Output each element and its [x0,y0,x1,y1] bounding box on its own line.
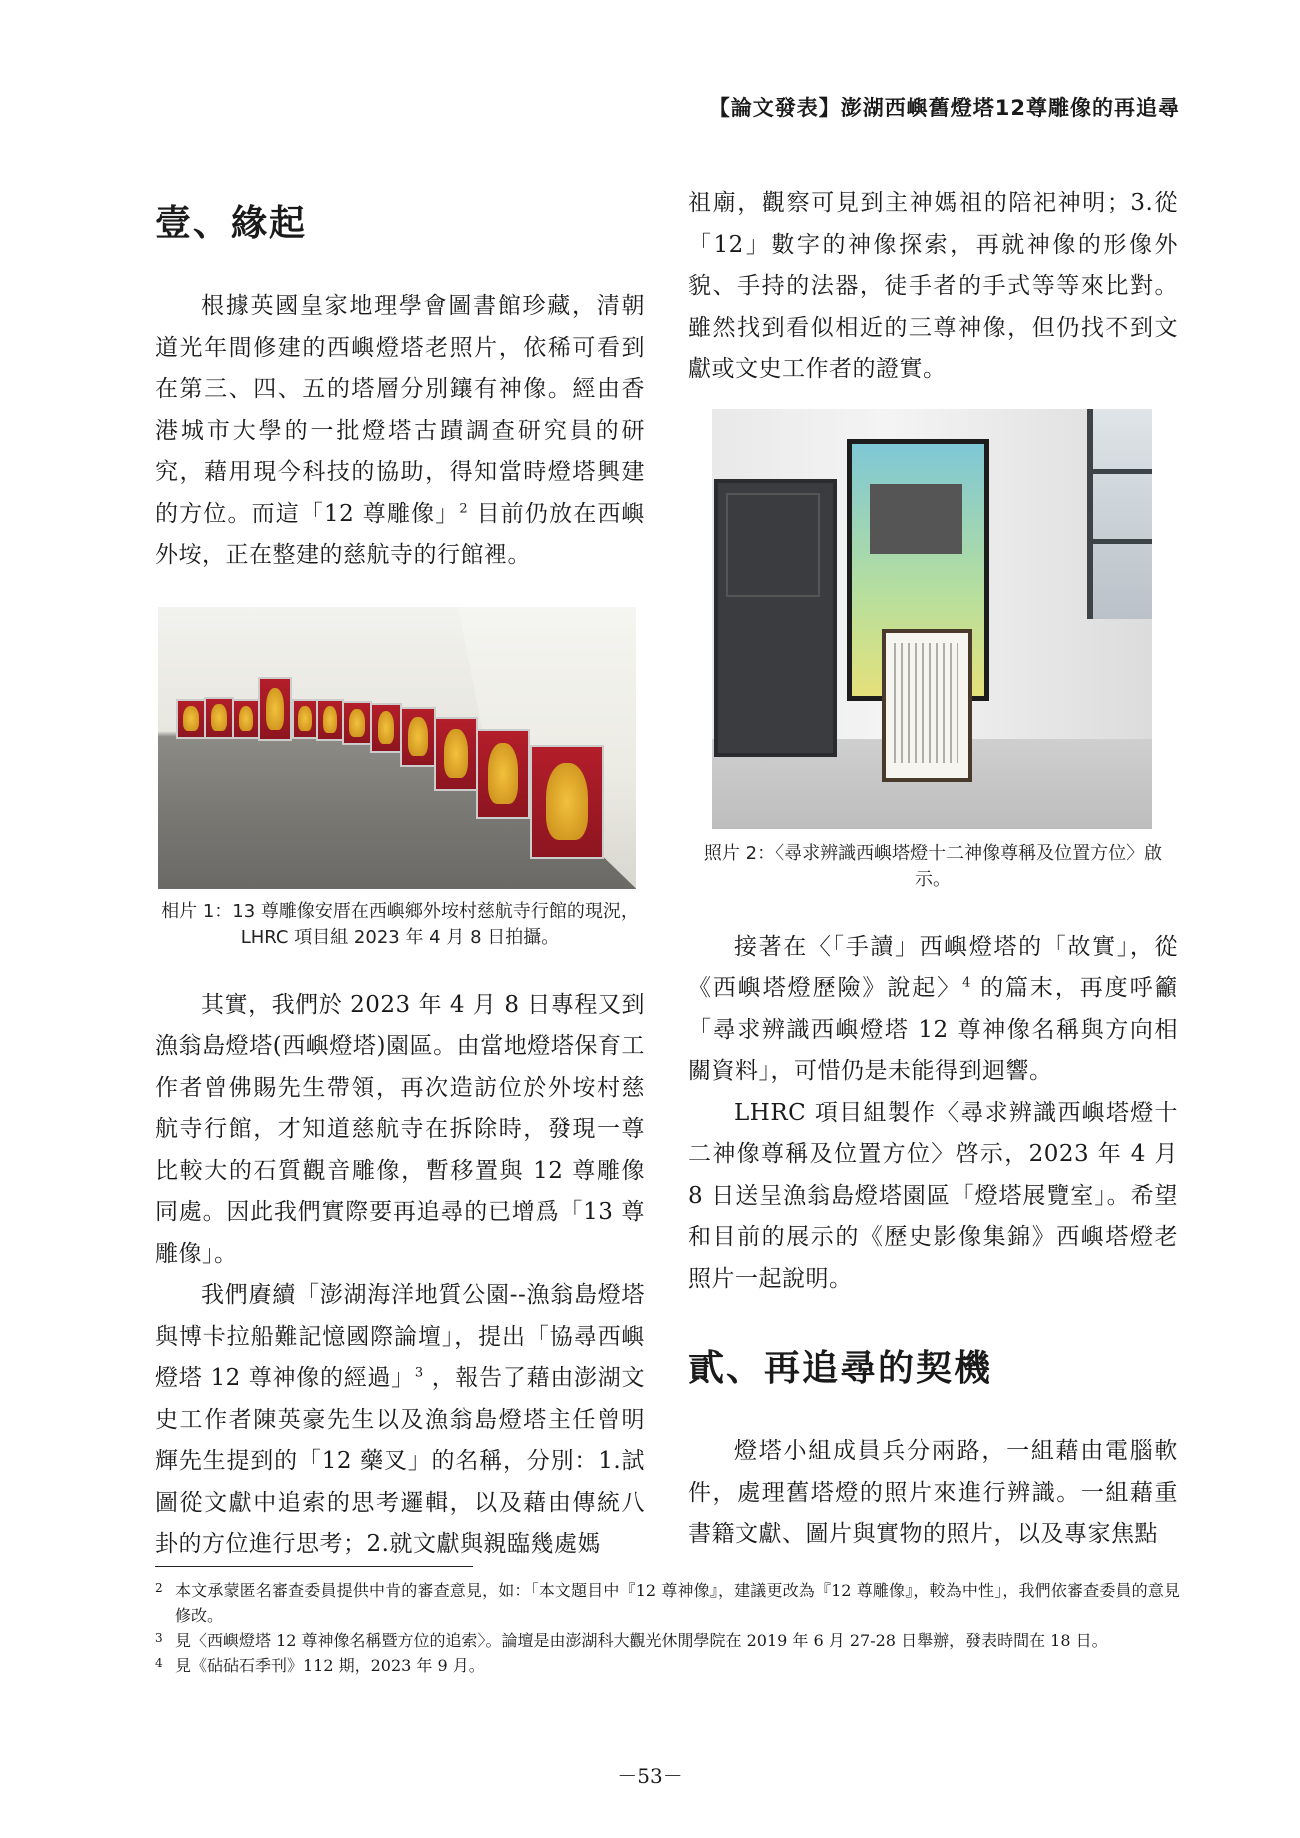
photo-statues-in-hall [158,607,636,889]
section-title-origin: 壹、緣起 [155,202,308,244]
photo2-caption: 照片 2：〈尋求辨識西嶼塔燈十二神像尊稱及位置方位〉啟示。 [703,842,1163,890]
paragraph-origin-1: 根據英國皇家地理學會圖書館珍藏，清朝道光年間修建的西嶼燈塔老照片，依稀可看到在第三、四、五的塔層分別鑲有神像。經由香港城市大學的一批燈塔古蹟調查研究員的研究，藉用現今科技的協助，得知當時燈塔興建的方位。而這「12 尊雕像」$^2$ 目前仍放在西嶼外垵，正在整建的慈航寺的行館裡。 [155,293,646,568]
footnote-ref-3[interactable]: 3 [414,1365,424,1381]
footnote-ref-2[interactable]: 2 [459,500,469,516]
paragraph-lhrc: LHRC 項目組製作〈尋求辨識西嶼塔燈十二神像尊稱及位置方位〉啓示，2023 年 4 月 8 日送呈漁翁島燈塔園區「燈塔展覽室」。希望和目前的展示的《歷史影像集錦》西嶼塔燈老照片一起說明。 [688,1099,1178,1292]
footnote-ref-4[interactable]: 4 [962,975,971,991]
left-column [155,195,645,1566]
paragraph-origin-2: 其實，我們於 2023 年 4 月 8 日專程又到漁翁島燈塔(西嶼燈塔)園區。由當地燈塔保育工作者曾佛賜先生帶領，再次造訪位於外垵村慈航寺行館，才知道慈航寺在拆除時，發現一尊比較大的石質觀音雕像，暫移置與 12 尊雕像同處。因此我們實際要再追尋的已增爲「13 尊雕像」。 [155,991,645,1267]
section-title-opportunity: 貳、再追尋的契機 [688,1347,993,1389]
paragraph-continued: 祖廟，觀察可見到主神媽祖的陪祀神明；3.從「12」數字的神像探索，再就神像的形像外貌、手持的法器，徒手者的手式等等來比對。雖然找到看似相近的三尊神像，但仍找不到文獻或文史工作者的證實。 [688,190,1178,382]
paragraph-appeal: 接著在〈「手讀」西嶼燈塔的「故實」，從《西嶼塔燈歷險》說起〉$^4$ 的篇末，再度呼籲「尋求辨識西嶼燈塔 12 尊神像名稱與方向相關資料」，可惜仍是未能得到迴響。 [688,933,1178,1084]
footnote-2: 2 本文承蒙匿名審查委員提供中肯的審查意見，如：「本文題目中『12 尊神像』，建議更改為『12 尊雕像』，較為中性」，我們依審查委員的意見修改。 [155,1581,1180,1625]
running-header: 【論文發表】澎湖西嶼舊燈塔12尊雕像的再追尋 [708,96,1180,120]
photo1-caption: 相片 1：13 尊雕像安厝在西嶼鄉外垵村慈航寺行館的現況，LHRC 項目組 2023 年 4 月 8 日拍攝。 [161,900,639,948]
paragraph-opportunity-1: 燈塔小組成員兵分兩路，一組藉由電腦軟件，處理舊塔燈的照片來進行辨識。一組藉重書籍文獻、圖片與實物的照片，以及專家焦點 [688,1438,1178,1547]
paragraph-origin-3: 我們賡續「澎湖海洋地質公園--漁翁島燈塔與博卡拉船難記憶國際論壇」，提出「協尋西嶼燈塔 12 尊神像的經過」$^3$ ，報告了藉由澎湖文史工作者陳英豪先生以及漁翁島燈塔主任曾明輝先生提到的「12 藥叉」的名稱，分別：1.試圖從文獻中追索的思考邏輯，以及藉由傳統八卦的方位進行思考；2.就文獻與親臨幾處媽 [155,1282,645,1557]
photo-exhibition-room [712,409,1152,829]
page-number: －53－ [617,1764,683,1788]
footnotes [155,1578,1180,1678]
right-column [688,190,1178,1556]
footnote-4: 4 見《砧砧石季刊》112 期，2023 年 9 月。 [155,1656,485,1675]
footnote-divider [155,1566,473,1567]
footnote-3: 3 見〈西嶼燈塔 12 尊神像名稱暨方位的追索〉。論壇是由澎湖科大觀光休閒學院在 2019 年 6 月 27-28 日舉辦，發表時間在 18 日。 [155,1631,1108,1650]
